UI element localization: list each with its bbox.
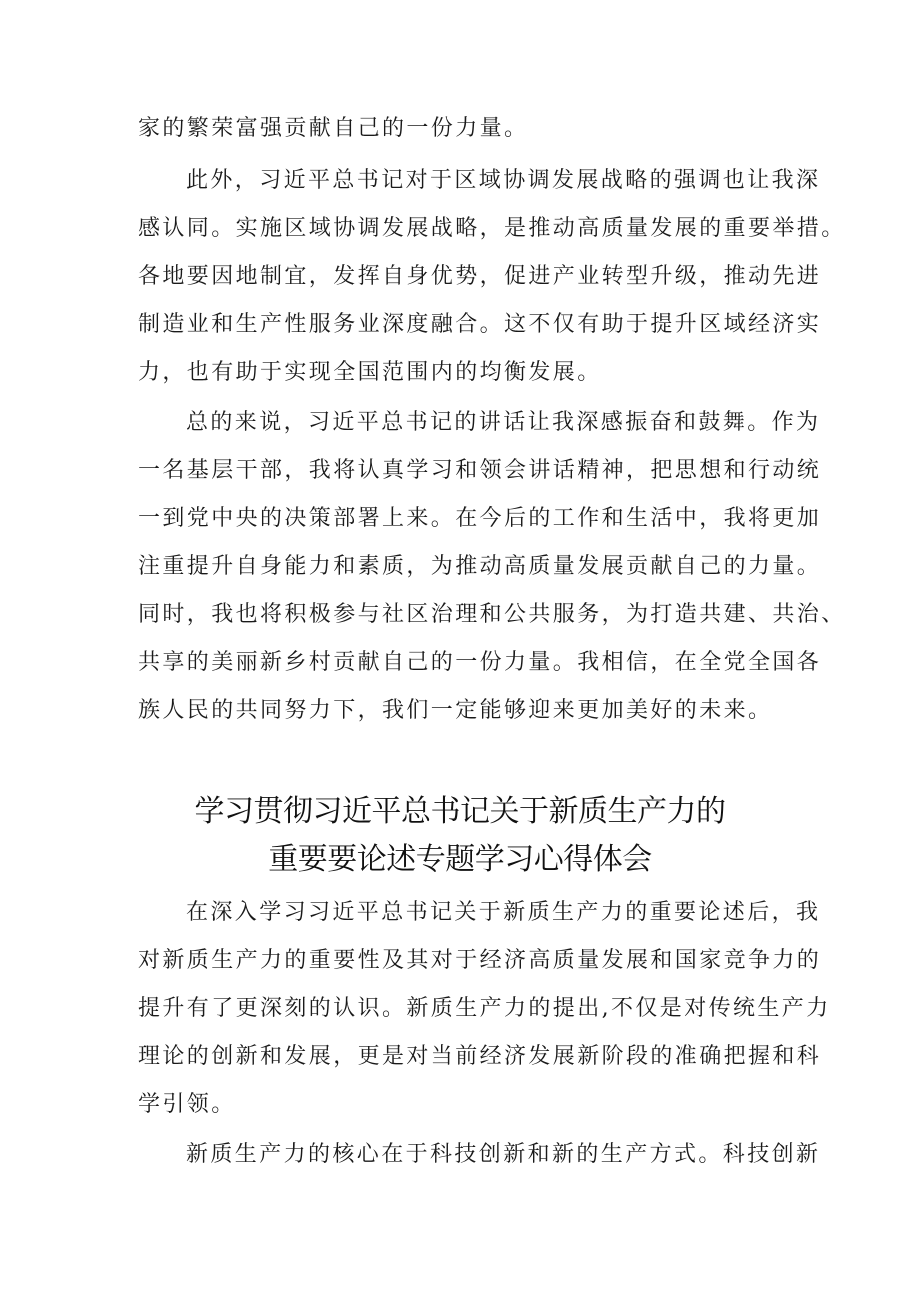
text-line: 制造业和生产性服务业深度融合。这不仅有助于提升区域经济实 (138, 312, 822, 337)
text-line: 家的繁荣富强贡献自己的一份力量。 (138, 116, 529, 141)
text-line: 注重提升自身能力和素质，为推动高质量发展贡献自己的力量。 (138, 554, 822, 579)
text-line: 对新质生产力的重要性及其对于经济高质量发展和国家竞争力的 (138, 948, 822, 973)
text-line: 此外，习近平总书记对于区域协调发展战略的强调也让我深 (186, 168, 821, 193)
text-line: 感认同。实施区域协调发展战略，是推动高质量发展的重要举措。 (138, 216, 846, 241)
text-line: 学引领。 (138, 1092, 236, 1117)
title-line-2: 重要要论述专题学习心得体会 (268, 842, 652, 877)
text-line: 力，也有助于实现全国范围内的均衡发展。 (138, 360, 602, 385)
text-line: 同时，我也将积极参与社区治理和公共服务，为打造共建、共治、 (138, 602, 846, 627)
text-line: 在深入学习习近平总书记关于新质生产力的重要论述后，我 (186, 900, 821, 925)
text-line: 一名基层干部，我将认真学习和领会讲话精神，把思想和行动统 (138, 458, 822, 483)
text-line: 各地要因地制宜，发挥自身优势，促进产业转型升级，推动先进 (138, 264, 822, 289)
text-line: 一到党中央的决策部署上来。在今后的工作和生活中，我将更加 (138, 506, 822, 531)
text-line: 共享的美丽新乡村贡献自己的一份力量。我相信，在全党全国各 (138, 650, 822, 675)
title-line-1: 学习贯彻习近平总书记关于新质生产力的 (194, 794, 726, 829)
text-line: 理论的创新和发展，更是对当前经济发展新阶段的准确把握和科 (138, 1044, 822, 1069)
text-line: 总的来说，习近平总书记的讲话让我深感振奋和鼓舞。作为 (186, 410, 821, 435)
text-line: 族人民的共同努力下，我们一定能够迎来更加美好的未来。 (138, 698, 773, 723)
text-line: 提升有了更深刻的认识。新质生产力的提出,不仅是对传统生产力 (138, 996, 831, 1021)
text-line: 新质生产力的核心在于科技创新和新的生产方式。科技创新 (186, 1142, 821, 1167)
